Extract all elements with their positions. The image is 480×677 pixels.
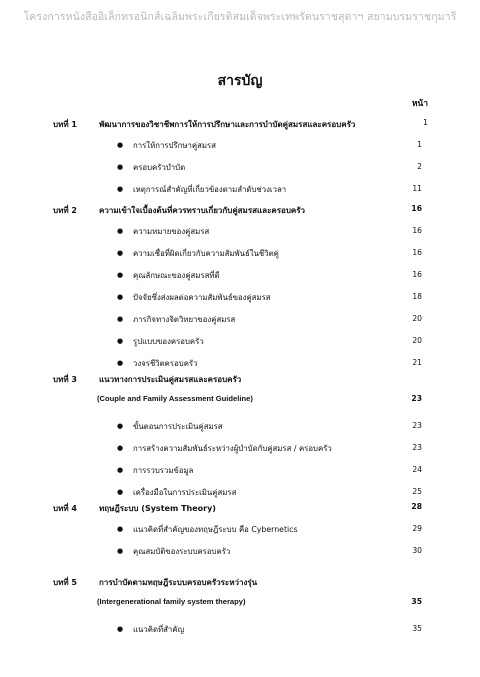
toc-item-page-number: 20 xyxy=(412,336,422,345)
toc-item-page-number: 23 xyxy=(412,443,422,452)
chapter-label: บทที่ 5 xyxy=(53,578,77,587)
bullet-icon: ● xyxy=(117,315,124,323)
bullet-icon: ● xyxy=(117,293,124,301)
chapter-label: บทที่ 3 xyxy=(53,375,77,384)
toc-item-text: ความหมายของคู่สมรส xyxy=(133,227,210,236)
toc-item-text: แนวคิดที่สำคัญ xyxy=(133,625,185,634)
toc-item-page-number: 18 xyxy=(412,292,422,301)
chapter-label: บทที่ 2 xyxy=(53,206,77,215)
bullet-icon: ● xyxy=(117,525,124,533)
toc-item xyxy=(0,443,480,457)
toc-item-text: การให้การปรึกษาคู่สมรส xyxy=(133,141,216,150)
toc-item-page-number: 16 xyxy=(412,226,422,235)
toc-item xyxy=(0,624,480,638)
toc-item xyxy=(0,358,480,372)
toc-item-page-number: 1 xyxy=(417,140,422,149)
page-title: สารบัญ xyxy=(217,73,263,89)
bullet-icon: ● xyxy=(117,466,124,474)
toc-item-text: ขั้นตอนการประเมินคู่สมรส xyxy=(133,422,223,431)
bullet-icon: ● xyxy=(117,359,124,367)
bullet-icon: ● xyxy=(117,625,124,633)
toc-item-page-number: 25 xyxy=(412,487,422,496)
toc-item xyxy=(0,465,480,479)
bullet-icon: ● xyxy=(117,141,124,149)
chapter-page-number: 1 xyxy=(423,118,428,127)
toc-item-page-number: 29 xyxy=(412,524,422,533)
bullet-icon: ● xyxy=(117,185,124,193)
toc-item-text: รูปแบบของครอบครัว xyxy=(133,337,204,346)
chapter-row xyxy=(0,576,480,590)
toc-item-page-number: 21 xyxy=(412,358,422,367)
page-column-label: หน้า xyxy=(411,99,428,109)
toc-item-text: วงจรชีวิตครอบครัว xyxy=(133,359,198,368)
chapter-row xyxy=(0,373,480,387)
toc-item-text: ครอบครัวบำบัด xyxy=(133,163,186,172)
bullet-icon: ● xyxy=(117,488,124,496)
toc-item xyxy=(0,421,480,435)
bullet-icon: ● xyxy=(117,249,124,257)
toc-item-page-number: 16 xyxy=(412,248,422,257)
toc-item xyxy=(0,226,480,240)
toc-item xyxy=(0,162,480,176)
chapter-page-number: 16 xyxy=(411,204,422,213)
toc-item-text: แนวคิดที่สำคัญของทฤษฎีระบบ คือ Cybernetics xyxy=(133,525,298,534)
chapter-title: แนวทางการประเมินคู่สมรสและครอบครัว xyxy=(99,375,242,384)
chapter-row xyxy=(0,118,480,132)
chapter-title: ความเข้าใจเบื้องต้นที่ควรทราบเกี่ยวกับคู่สมรสและครอบครัว xyxy=(99,206,306,215)
toc-item-text: การสร้างความสัมพันธ์ระหว่างผู้บำบัดกับคู่สมรส / ครอบครัว xyxy=(133,444,332,453)
chapter-row xyxy=(0,502,480,516)
toc-item-page-number: 20 xyxy=(412,314,422,323)
toc-item xyxy=(0,524,480,538)
bullet-icon: ● xyxy=(117,422,124,430)
chapter-page-number: 23 xyxy=(411,394,422,403)
chapter-title: ทฤษฎีระบบ (System Theory) xyxy=(99,504,216,513)
toc-item-text: การรวบรวมข้อมูล xyxy=(133,466,194,475)
toc-item-text: เครื่องมือในการประเมินคู่สมรส xyxy=(133,488,237,497)
toc-item xyxy=(0,140,480,154)
toc-item xyxy=(0,336,480,350)
toc-item-page-number: 23 xyxy=(412,421,422,430)
chapter-title: พัฒนาการของวิชาชีพการให้การปรึกษาและการบำบัดคู่สมรสและครอบครัว xyxy=(99,120,356,129)
chapter-subtitle-row xyxy=(0,597,480,611)
bullet-icon: ● xyxy=(117,337,124,345)
toc-item xyxy=(0,487,480,501)
chapter-label: บทที่ 4 xyxy=(53,504,77,513)
toc-item xyxy=(0,184,480,198)
toc-item-page-number: 30 xyxy=(412,546,422,555)
toc-item-text: คุณลักษณะของคู่สมรสที่ดี xyxy=(133,271,220,280)
bullet-icon: ● xyxy=(117,444,124,452)
toc-item-page-number: 2 xyxy=(417,162,422,171)
toc-item-text: ปัจจัยซึ่งส่งผลต่อความสัมพันธ์ของคู่สมรส xyxy=(133,293,271,302)
bullet-icon: ● xyxy=(117,227,124,235)
toc-item xyxy=(0,314,480,328)
toc-item xyxy=(0,292,480,306)
toc-item-page-number: 16 xyxy=(412,270,422,279)
chapter-page-number: 35 xyxy=(411,597,422,606)
toc-item-page-number: 11 xyxy=(412,184,422,193)
toc-item-text: ความเชื่อที่ผิดเกี่ยวกับความสัมพันธ์ในชีวิตคู่ xyxy=(133,249,279,258)
toc-item-text: คุณสมบัติของระบบครอบครัว xyxy=(133,547,231,556)
toc-item-page-number: 24 xyxy=(412,465,422,474)
toc-item-text: ภารกิจทางจิตวิทยาของคู่สมรส xyxy=(133,315,236,324)
bullet-icon: ● xyxy=(117,271,124,279)
toc-item xyxy=(0,270,480,284)
chapter-subtitle-row xyxy=(0,394,480,408)
chapter-row xyxy=(0,204,480,218)
toc-item xyxy=(0,248,480,262)
page-header: โครงการหนังสืออิเล็กทรอนิกส์เฉลิมพระเกียรติสมเด็จพระเทพรัตนราชสุดาฯ สยามบรมราชกุมารี xyxy=(23,11,457,23)
toc-item-page-number: 35 xyxy=(412,624,422,633)
chapter-label: บทที่ 1 xyxy=(53,120,77,129)
chapter-page-number: 28 xyxy=(411,502,422,511)
toc-item xyxy=(0,546,480,560)
chapter-subtitle: (Couple and Family Assessment Guideline) xyxy=(97,394,253,403)
bullet-icon: ● xyxy=(117,547,124,555)
toc-item-text: เหตุการณ์สำคัญที่เกี่ยวข้องตามลำดับช่วงเวลา xyxy=(133,185,287,194)
bullet-icon: ● xyxy=(117,163,124,171)
chapter-subtitle: (Intergenerational family system therapy) xyxy=(97,597,246,606)
chapter-title: การบำบัดตามทฤษฎีระบบครอบครัวระหว่างรุ่น xyxy=(99,578,258,587)
